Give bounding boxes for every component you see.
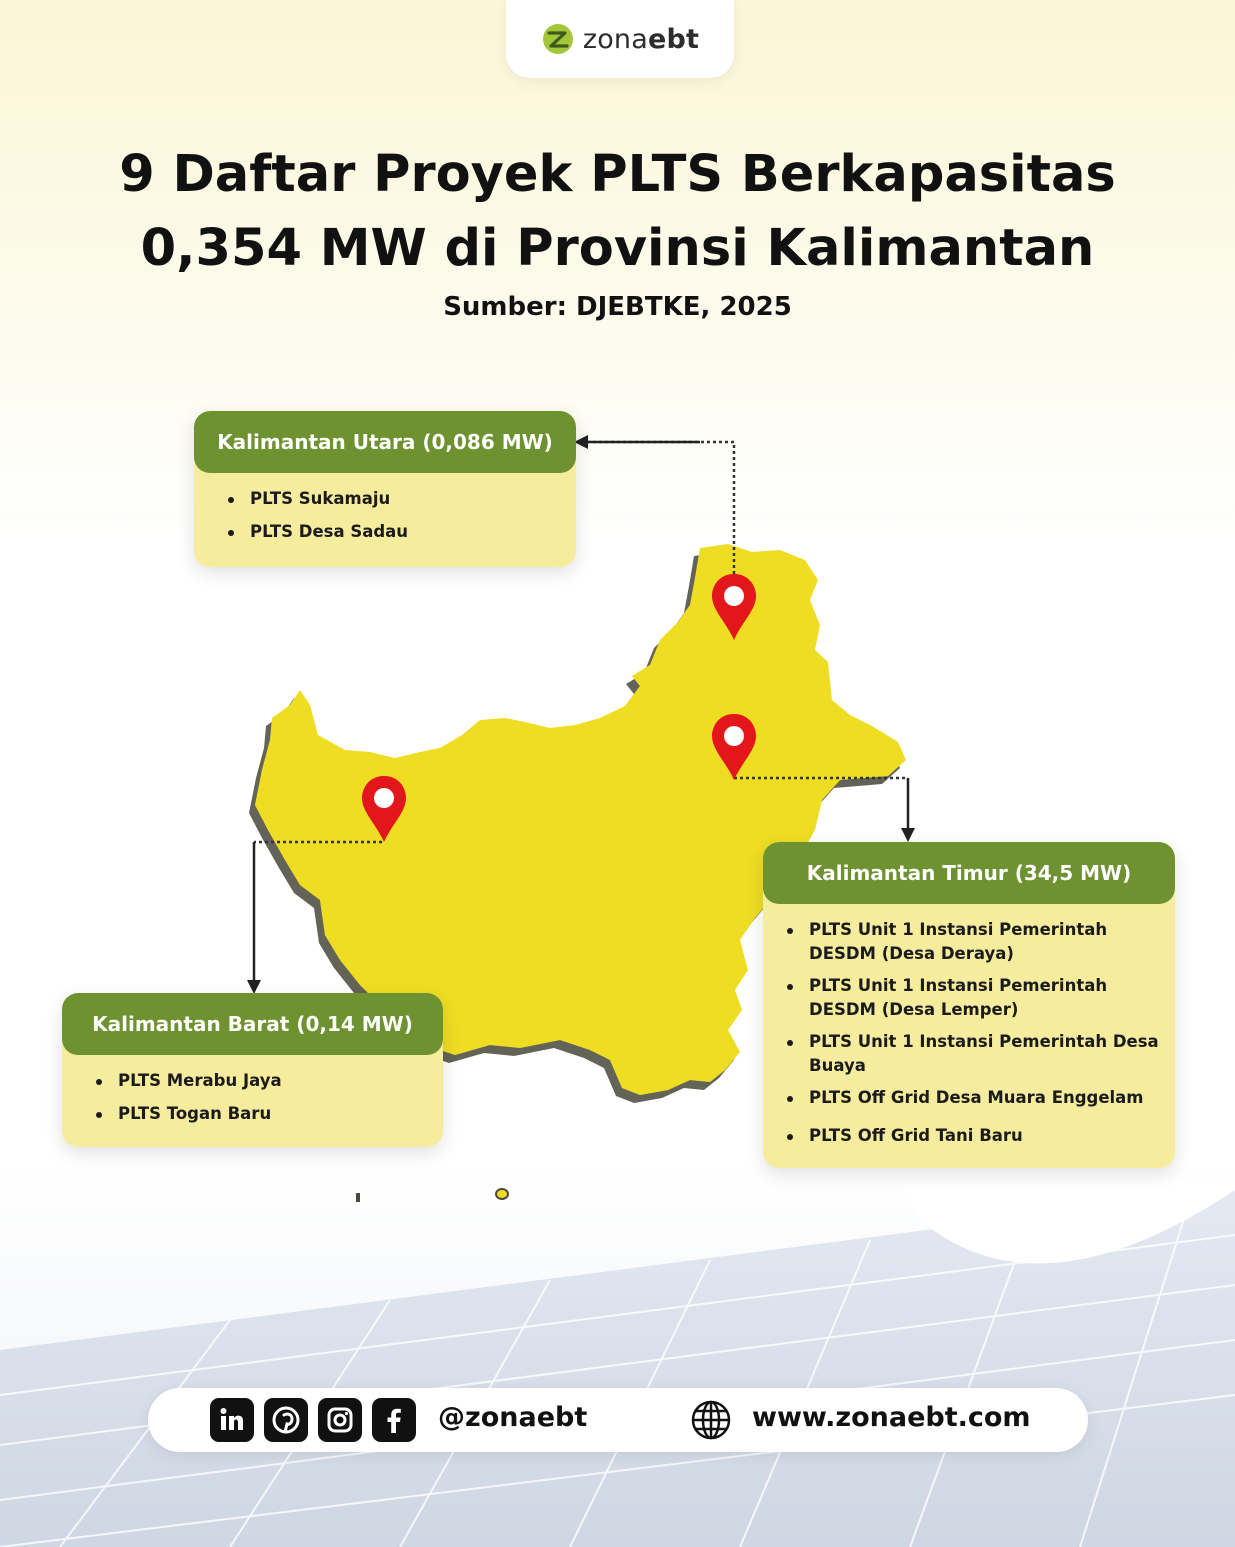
social-handle[interactable]: @zonaebt [438, 1402, 588, 1433]
title-line-2: 0,354 MW di Provinsi Kalimantan [140, 219, 1095, 278]
globe-icon [690, 1399, 732, 1441]
list-item: PLTS Unit 1 Instansi Pemerintah DESDM (Desa Lemper) [809, 974, 1159, 1022]
region-card-kalimantan-timur [763, 842, 1175, 1168]
title-line-1: 9 Daftar Proyek PLTS Berkapasitas [119, 145, 1116, 204]
project-list [62, 1055, 443, 1147]
region-card-kalimantan-barat [62, 993, 443, 1147]
list-item: PLTS Unit 1 Instansi Pemerintah Desa Buaya [809, 1030, 1159, 1078]
social-links [210, 1398, 416, 1442]
pinterest-icon[interactable] [264, 1398, 308, 1442]
list-item: PLTS Merabu Jaya [118, 1069, 423, 1093]
facebook-icon[interactable] [372, 1398, 416, 1442]
list-item: PLTS Togan Baru [118, 1102, 423, 1126]
list-item: PLTS Off Grid Tani Baru [809, 1124, 1159, 1148]
instagram-icon[interactable] [318, 1398, 362, 1442]
region-card-kalimantan-utara [194, 411, 576, 567]
project-list [763, 904, 1175, 1168]
list-item: PLTS Desa Sadau [250, 520, 556, 544]
website-link[interactable]: www.zonaebt.com [752, 1402, 1031, 1433]
list-item: PLTS Unit 1 Instansi Pemerintah DESDM (Desa Deraya) [809, 918, 1159, 966]
source-note: Sumber: DJEBTKE, 2025 [443, 292, 792, 322]
region-heading: Kalimantan Barat (0,14 MW) [62, 993, 443, 1055]
project-list [194, 473, 576, 567]
list-item: PLTS Sukamaju [250, 487, 556, 511]
footer-bar [148, 1388, 1088, 1452]
region-heading: Kalimantan Utara (0,086 MW) [194, 411, 576, 473]
list-item: PLTS Off Grid Desa Muara Enggelam [809, 1086, 1159, 1110]
region-heading: Kalimantan Timur (34,5 MW) [763, 842, 1175, 904]
linkedin-icon[interactable] [210, 1398, 254, 1442]
brand-name: zonaebt [582, 23, 700, 55]
